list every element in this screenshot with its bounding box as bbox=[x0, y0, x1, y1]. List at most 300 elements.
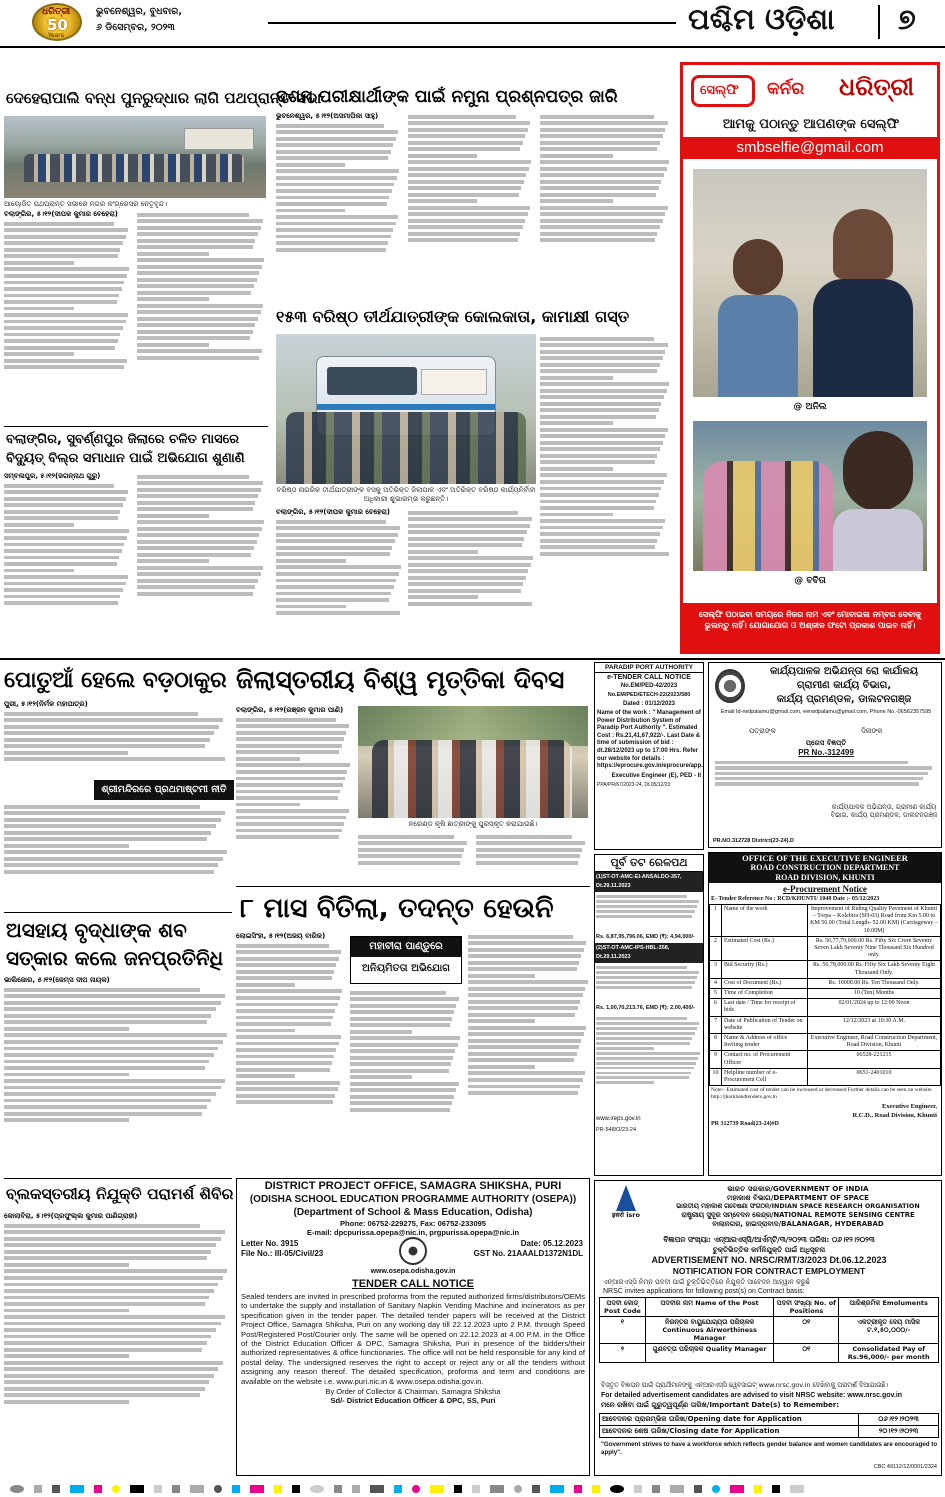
text-line bbox=[137, 520, 264, 524]
text-line bbox=[408, 121, 530, 125]
text-line bbox=[540, 460, 655, 464]
text-line bbox=[4, 1020, 207, 1024]
text-line bbox=[4, 1060, 209, 1064]
text-line bbox=[276, 130, 398, 134]
text-line bbox=[350, 1010, 454, 1014]
ad-samagra-phone: Phone: 06752-229275, Fax: 06752-233095 bbox=[340, 1219, 486, 1228]
table-cell-positions: ୦୧ bbox=[774, 1344, 839, 1363]
text-line bbox=[4, 1341, 207, 1345]
text-line bbox=[350, 1030, 412, 1034]
text-line bbox=[4, 1007, 216, 1011]
body-text-block bbox=[276, 520, 404, 615]
text-line bbox=[715, 766, 932, 769]
text-line bbox=[137, 579, 258, 583]
ad-paradip-ref: No.EM/PED/ETECH-22/2023/580 bbox=[607, 692, 691, 698]
table-cell-value: 10 (Ten) Months bbox=[808, 989, 941, 999]
text-line bbox=[540, 506, 654, 510]
registration-mark bbox=[454, 1485, 462, 1493]
story-probe-highlight-box bbox=[350, 936, 462, 984]
story-exam-headline: ଦଶମ ପରୀକ୍ଷାର୍ଥୀଙ୍କ ପାଇଁ ନମୁନା ପ୍ରଶ୍ନପତ୍ର ଜାରି bbox=[276, 87, 618, 107]
story-probe-body-col1 bbox=[236, 932, 344, 1170]
photo-person-shape bbox=[833, 209, 893, 279]
text-line bbox=[137, 481, 263, 485]
text-line bbox=[276, 202, 387, 206]
story-soil-body-col1 bbox=[236, 706, 352, 882]
registration-mark bbox=[214, 1485, 222, 1493]
photo-bus-banner bbox=[421, 369, 487, 395]
text-line bbox=[4, 595, 120, 599]
text-line bbox=[236, 731, 346, 735]
text-line bbox=[540, 480, 664, 484]
story-soil-caption: ନରେଣ୍ଡ କୃଷି ଛାତ୍ରୀଙ୍କୁ ପୁରସ୍କୃତ କରାଯାଉଛି। bbox=[408, 820, 538, 828]
ad-isro-intro-odia: ଏନ୍ଆରଏସ୍ସି ନିମ୍ନ ପଦବୀ ପାଇଁ ଚୁକ୍ତିଭିତ୍ତିରେ ନିଯୁକ୍ତି ଆବେଦନ ଆହ୍ୱାନ କରୁଛି bbox=[603, 1278, 811, 1286]
isro-logo bbox=[599, 1185, 653, 1231]
ad-dalton-dinank: ଦିନାଙ୍କ bbox=[861, 727, 883, 735]
text-line bbox=[236, 970, 334, 974]
table-cell-pay: Consolidated Pay of Rs.96,000/- per month bbox=[839, 1344, 939, 1363]
story-funeral-headline-2: ସତ୍କାର କଲେ ଜନପ୍ରତିନିଧି bbox=[6, 946, 224, 970]
text-line bbox=[4, 744, 205, 748]
photo-banner-shape bbox=[184, 128, 254, 150]
text-line bbox=[4, 582, 126, 586]
text-line bbox=[4, 1269, 227, 1273]
registration-mark bbox=[154, 1485, 162, 1493]
story-left-top-caption: ଆୟୋଜିତ ପଥପ୍ରାନ୍ତ ସଭାରେ ନଗର କଂଗ୍ରେସର ନେତୃବୃନ୍ଦ। bbox=[4, 200, 168, 208]
story-pilgrims-caption: ବରିଷ୍ଠ ନାଗରିକ ତୀର୍ଥଯାତ୍ରୀଙ୍କ ବସକୁ ଅତିରିକ୍ତ ଜିଲାପାଳ ଏବଂ ଅତିରିକ୍ତ ବରିଷ୍ଠ କାର୍ଯ୍ୟନିର୍ବାହୀ ଅଧିକାରୀ ଶୁଭାରମ୍ଭ କରୁଛନ୍ତି। bbox=[276, 486, 536, 503]
text-line bbox=[468, 935, 573, 939]
text-line bbox=[4, 320, 126, 324]
table-cell-value: 0651-2401010 bbox=[808, 1068, 941, 1085]
text-line bbox=[4, 1250, 211, 1254]
ad-isro-adv-odia: ବିଜ୍ଞାପନ ସଂଖ୍ୟା: ଏନ୍ଆରଏସ୍ସି/ଆର୍ଏମ୍‌ଟି/୩/୨୦୨୩ ତାରିଖ: ୦୬।୧୨।୨୦୨୩ bbox=[663, 1235, 875, 1244]
text-line bbox=[4, 569, 74, 573]
ad-isro-dates-table bbox=[599, 1413, 939, 1438]
text-line bbox=[540, 389, 667, 393]
odisha-emblem-icon bbox=[399, 1237, 427, 1265]
text-line bbox=[408, 167, 529, 171]
text-line bbox=[137, 553, 251, 557]
text-line bbox=[596, 1057, 698, 1060]
text-line bbox=[236, 777, 345, 781]
text-line bbox=[4, 1047, 218, 1051]
table-cell-code: ୧ bbox=[600, 1317, 646, 1344]
selfie-footer-note: ସେଲ୍ଫି ପଠାଇବା ସମୟରେ ନିଜର ନାମ ଏବଂ ମୋବାଇଲ ନମ୍ବର ଦେବାକୁ ଭୁଲନ୍ତୁ ନାହିଁ। ଯୋଗାଯୋଗ ଓ ଅଶ୍ଳୀଳ ଫଟୋ ପ୍ରକାଶ ପାଇବ ନାହିଁ। bbox=[698, 610, 922, 630]
text-line bbox=[408, 219, 525, 223]
ad-khunti-signature-2: R.C.D., Road Division, Khunti bbox=[852, 1112, 937, 1120]
text-line bbox=[540, 415, 656, 419]
text-line bbox=[276, 598, 389, 602]
registration-mark bbox=[574, 1485, 582, 1493]
text-line bbox=[408, 537, 524, 541]
text-line bbox=[468, 1078, 583, 1082]
registration-mark bbox=[670, 1485, 684, 1493]
text-line bbox=[4, 850, 227, 854]
text-line bbox=[4, 313, 128, 317]
story-exam-body-col3 bbox=[540, 112, 672, 298]
text-line bbox=[236, 989, 342, 993]
text-line bbox=[276, 579, 396, 583]
table-cell-label: Date of Publication of Tender on website bbox=[722, 1016, 808, 1033]
ad-isro-footer-code: CBC 49112/12/0001/2324 bbox=[873, 1464, 937, 1470]
text-line bbox=[276, 241, 388, 245]
text-line bbox=[540, 526, 663, 530]
text-line bbox=[236, 763, 350, 767]
text-line bbox=[276, 150, 391, 154]
text-line bbox=[540, 350, 665, 354]
text-line bbox=[4, 536, 127, 540]
body-text-block bbox=[4, 1224, 232, 1404]
ad-samagra-letter: Letter No. 3915 bbox=[241, 1239, 299, 1248]
text-line bbox=[350, 1095, 454, 1099]
text-line bbox=[476, 861, 578, 865]
text-line bbox=[276, 585, 394, 589]
photo-woman-body bbox=[833, 509, 923, 571]
text-line bbox=[276, 163, 345, 167]
ad-samagra-body: Sealed tenders are invited in prescribed proforma from the reputed authorized firms/distributors/OEMs to undertake the supply and installation of Sanitary Napkin Vending Machine and incinerators as per specification given in the tender paper. The detailed tender papers will be received at the District Project Office, Samagra Shiksha, Puri on any working day till 22.12.2023 upto 2 P.M. through Speed Post/Registered Post/Courier only. The same will be opened on 22.12.2023 at 4.00 P.M. in the Office of the District Education Officer & DPC, Samagra Shiksha, Puri in presence of the bidders/their authorized representatives & office functionaries. The office will not be held responsible for any kind of postal delay. The undersigned reserves the right to accept or reject any or all the tenders without assigning any reason thereof. The detailed specification, proforma and term and conditions are available on the website i.e. www.puri.nic.in & www.osepa.odisha.gov.in. bbox=[241, 1292, 585, 1386]
page-number: ୭ bbox=[898, 2, 916, 36]
selfie-email[interactable]: smbselfie@gmail.com bbox=[736, 139, 884, 156]
text-line bbox=[4, 1073, 129, 1077]
text-line bbox=[4, 523, 74, 527]
text-line bbox=[540, 382, 669, 386]
text-line bbox=[540, 539, 657, 543]
text-line bbox=[540, 519, 665, 523]
text-line bbox=[276, 248, 386, 252]
registration-mark bbox=[490, 1485, 504, 1493]
table-cell-pay: ଏକତ୍ରୀକୃତ ଦେୟ ମାସିକ ଟ.୧,୫୦,୦୦୦/- bbox=[839, 1317, 939, 1344]
text-line bbox=[4, 857, 223, 861]
text-line bbox=[236, 963, 336, 967]
text-line bbox=[540, 513, 613, 517]
story-electric-body-col2 bbox=[137, 472, 267, 650]
text-line bbox=[4, 352, 74, 356]
body-text-block bbox=[236, 944, 344, 1104]
text-line bbox=[468, 1052, 577, 1056]
registration-mark bbox=[112, 1485, 120, 1493]
text-line bbox=[596, 895, 687, 898]
text-line bbox=[137, 501, 255, 505]
text-line bbox=[4, 1105, 207, 1109]
text-line bbox=[137, 310, 261, 314]
text-line bbox=[236, 757, 300, 761]
story-electric-dateline: ସମ୍ବଲପୁର, ୫।୧୨(ଜଗନ୍ନାଥ ଗୁରୁ) bbox=[4, 472, 101, 480]
text-line bbox=[540, 206, 668, 210]
registration-mark bbox=[130, 1485, 144, 1493]
text-line bbox=[408, 186, 521, 190]
text-line bbox=[715, 777, 923, 780]
text-line bbox=[137, 213, 249, 217]
ad-khunti-signature-1: Executive Engineer, bbox=[881, 1103, 937, 1111]
text-line bbox=[236, 1022, 331, 1026]
text-line bbox=[4, 1283, 218, 1287]
text-line bbox=[540, 421, 613, 425]
registration-mark bbox=[274, 1485, 282, 1493]
text-line bbox=[468, 1085, 580, 1089]
text-line bbox=[236, 744, 342, 748]
text-line bbox=[540, 232, 657, 236]
registration-mark bbox=[754, 1485, 762, 1493]
table-cell-no: 9 bbox=[710, 1051, 722, 1068]
text-line bbox=[4, 988, 200, 992]
text-line bbox=[596, 971, 699, 974]
ad-ecor-website[interactable]: www.ireps.gov.in bbox=[596, 1116, 641, 1122]
text-line bbox=[137, 488, 261, 492]
story-probe-body-col3 bbox=[468, 932, 590, 1170]
story-electric-headline-1: ବଲାଙ୍ଗିର, ସୁବର୍ଣ୍ଣପୁର ଜିଲାରେ ଚଳିତ ମାସରେ bbox=[6, 432, 239, 447]
ad-isro-line-4: ରାଷ୍ଟ୍ରୀୟ ସୁଦୂର ସମ୍ବେଦନ କେନ୍ଦ୍ର/NATIONAL REMOTE SENSING CENTRE bbox=[681, 1211, 915, 1219]
text-line bbox=[350, 1017, 452, 1021]
table-cell-label: Last date / Time for receipt of bids bbox=[722, 999, 808, 1016]
text-line bbox=[276, 520, 386, 524]
text-line bbox=[468, 1032, 584, 1036]
text-line bbox=[350, 1069, 449, 1073]
ad-samagra-signature-2: Sd/- District Education Officer & DPC, SS, Puri bbox=[330, 1396, 496, 1406]
selfie-brand-3: ଧରିତ୍ରୀ bbox=[839, 73, 914, 101]
text-line bbox=[4, 1099, 211, 1103]
body-text-block bbox=[137, 475, 267, 596]
text-line bbox=[4, 228, 128, 232]
ad-isro-adv-odia-2: ଚୁକ୍ତିଭିତ୍ତିକ କର୍ମନିଯୁକ୍ତି ପାଇଁ ଅଧିସୂଚନା bbox=[712, 1246, 826, 1254]
ad-isro-line-1: ଭାରତ ସରକାର/GOVERNMENT OF INDIA bbox=[727, 1184, 869, 1193]
text-line bbox=[408, 582, 523, 586]
ad-khunti-footer: PR 312739 Road(23-24)#D bbox=[711, 1121, 779, 1128]
text-line bbox=[4, 1296, 209, 1300]
story-left-top-body bbox=[4, 210, 132, 422]
text-line bbox=[276, 546, 392, 550]
text-line bbox=[4, 274, 127, 278]
text-line bbox=[236, 809, 349, 813]
text-line bbox=[540, 545, 655, 549]
table-header-cell: ପଦବୀ ସଂଖ୍ୟା No. of Positions bbox=[774, 1298, 839, 1317]
ad-isro-line-2: ମହାକାଶ ବିଭାଗ/DEPARTMENT OF SPACE bbox=[726, 1193, 870, 1202]
table-row bbox=[710, 989, 941, 999]
story-funeral-headline-1: ଅସହାୟ ବୃଦ୍ଧାଙ୍କ ଶବ bbox=[6, 918, 187, 942]
text-line bbox=[408, 199, 477, 203]
text-line bbox=[4, 248, 120, 252]
ad-dalton-title-1: କାର୍ଯ୍ୟପାଳକ ଅଭିଯନ୍ତା ରୋ କାର୍ଯାଳୟ bbox=[770, 666, 918, 677]
text-line bbox=[408, 511, 518, 515]
ad-samagra-website[interactable]: www.osepa.odisha.gov.in bbox=[370, 1268, 456, 1275]
text-line bbox=[236, 718, 336, 722]
table-cell-post: ଗୁଣବତ୍ତା ପରିଚାଳକ Quality Manager bbox=[645, 1344, 774, 1363]
story-left-top-body-col2 bbox=[137, 210, 267, 422]
text-line bbox=[236, 724, 349, 728]
text-line bbox=[408, 524, 530, 528]
story-pilgrims-headline: ୧୫୩ ବରିଷ୍ଠ ତୀର୍ଥଯାତ୍ରୀଙ୍କ କୋଲକାତା, କାମାକ୍ଷୀ ଗସ୍ତ bbox=[276, 307, 630, 326]
text-line bbox=[4, 261, 74, 265]
text-line bbox=[137, 514, 209, 518]
text-line bbox=[4, 490, 128, 494]
text-line bbox=[408, 212, 528, 216]
text-line bbox=[4, 1027, 129, 1031]
dateline-date: ୬ ଡିସେମ୍ବର, ୨୦୨୩ bbox=[96, 22, 175, 33]
text-line bbox=[540, 173, 664, 177]
text-line bbox=[236, 944, 329, 948]
body-text-block bbox=[540, 337, 672, 556]
registration-mark bbox=[172, 1485, 180, 1493]
text-line bbox=[4, 516, 118, 520]
registration-mark bbox=[334, 1485, 342, 1493]
registration-mark bbox=[694, 1485, 702, 1493]
text-line bbox=[408, 193, 519, 197]
anniversary-number: 50 bbox=[47, 16, 68, 34]
ad-dalton-pr-no: PR No.-312499 bbox=[798, 748, 854, 757]
story-camp-dateline: କୋଲାବିରା, ୫।୧୨(ପ୍ରଫୁଲ୍ଲ କୁମାର ପାଣିଗ୍ରାହୀ) bbox=[4, 1212, 138, 1220]
text-line bbox=[540, 199, 613, 203]
text-line bbox=[540, 441, 663, 445]
table-header-cell: ପଦବୀର ନାମ Name of the Post bbox=[645, 1298, 774, 1317]
body-text-block bbox=[4, 712, 230, 761]
selfie-tagline: ଆମକୁ ପଠାନ୍ତୁ ଆପଣଙ୍କ ସେଲ୍ଫି bbox=[722, 117, 900, 132]
ad-ecor-text-3 bbox=[595, 1014, 703, 1114]
text-line bbox=[137, 219, 263, 223]
text-line bbox=[350, 1043, 458, 1047]
text-line bbox=[236, 770, 347, 774]
text-line bbox=[4, 575, 128, 579]
text-line bbox=[408, 569, 528, 573]
selfie-brand bbox=[689, 71, 933, 113]
text-line bbox=[468, 961, 579, 965]
text-line bbox=[4, 556, 119, 560]
text-line bbox=[468, 1058, 574, 1062]
ad-khunti-notice: e-Procurement Notice bbox=[783, 884, 867, 894]
text-line bbox=[408, 225, 523, 229]
story-left-top-headline: ଦେହେରାପାଲି ବନ୍ଧ ପୁନରୁଦ୍ଧାର ଲାଗି ପଥପ୍ରାନ୍ତ ସଭା bbox=[6, 89, 322, 107]
ad-samagra-date: Date: 05.12.2023 bbox=[520, 1239, 583, 1248]
photo-child-shape bbox=[733, 239, 783, 295]
text-line bbox=[540, 115, 654, 119]
text-line bbox=[4, 1367, 218, 1371]
text-line bbox=[596, 1081, 654, 1084]
text-line bbox=[4, 346, 115, 350]
text-line bbox=[715, 782, 919, 785]
text-line bbox=[236, 1016, 333, 1020]
protest-meeting-photo bbox=[4, 116, 266, 198]
text-line bbox=[4, 1328, 216, 1332]
story-exam-body-col1 bbox=[276, 112, 402, 298]
text-line bbox=[408, 115, 516, 119]
ad-khunti-rcd bbox=[708, 852, 942, 1176]
text-line bbox=[468, 1000, 580, 1004]
body-text-block bbox=[350, 991, 462, 1112]
ad-isro-info-odia: ବିସ୍ତୃତ ବିଜ୍ଞାପନ ପାଇଁ ପ୍ରାର୍ଥୀମାନଙ୍କୁ ଏନ୍ଆରଏସ୍ସି ୱେବସାଇଟ୍ www.nrsc.gov.in ଦେଖିବାକୁ ପରାମର୍ଶ ଦିଆଯାଉଛି। bbox=[601, 1381, 889, 1389]
text-line bbox=[4, 811, 225, 815]
registration-mark bbox=[592, 1485, 600, 1493]
text-line bbox=[236, 1081, 340, 1085]
table-row bbox=[710, 1068, 941, 1085]
ad-ecor-text-1 bbox=[595, 892, 703, 932]
text-line bbox=[4, 1315, 225, 1319]
text-line bbox=[4, 1276, 223, 1280]
text-line bbox=[4, 1014, 211, 1018]
table-header-cell: ପଦବୀ କୋଡ୍ Post Code bbox=[600, 1298, 646, 1317]
selfie-brand-1: ସେଲ୍ଫି bbox=[700, 83, 739, 98]
masthead-rule bbox=[268, 22, 676, 24]
text-line bbox=[4, 529, 129, 533]
text-line bbox=[4, 712, 198, 716]
table-cell-no: 2 bbox=[710, 936, 722, 961]
text-line bbox=[137, 356, 259, 360]
registration-mark bbox=[52, 1485, 60, 1493]
text-line bbox=[4, 1243, 216, 1247]
text-line bbox=[236, 1094, 335, 1098]
ad-isro-opening-value: ୦୬।୧୨।୨୦୨୩ bbox=[859, 1414, 939, 1426]
text-line bbox=[350, 1075, 412, 1079]
body-text-block bbox=[596, 1017, 702, 1084]
story-exam-body-col2 bbox=[408, 112, 534, 298]
selfie-photo-1 bbox=[693, 169, 927, 397]
text-line bbox=[540, 147, 657, 151]
selfie-footer-bar bbox=[683, 603, 937, 651]
text-line bbox=[4, 718, 223, 722]
text-line bbox=[4, 497, 126, 501]
text-line bbox=[596, 1067, 694, 1070]
text-line bbox=[236, 976, 332, 980]
text-line bbox=[468, 941, 586, 945]
text-line bbox=[236, 1100, 333, 1104]
ad-dalton-email: Email Id-rwdpalamu@gmail.com, eerwdpalamu@gmail.com, Phone No.-06562357595 bbox=[720, 709, 932, 715]
story-probe-box-title: ମହାବୀରା ପାଣ୍ଡୁରେ bbox=[351, 937, 461, 957]
text-line bbox=[468, 1045, 579, 1049]
text-line bbox=[408, 595, 478, 599]
text-line bbox=[236, 737, 344, 741]
text-line bbox=[236, 1055, 334, 1059]
text-line bbox=[350, 1023, 450, 1027]
text-line bbox=[408, 563, 531, 567]
text-line bbox=[276, 189, 392, 193]
text-line bbox=[137, 323, 255, 327]
text-line bbox=[4, 1380, 209, 1384]
text-line bbox=[596, 1017, 687, 1020]
photo-woman-shape bbox=[843, 431, 913, 511]
text-line bbox=[4, 549, 122, 553]
ad-samagra-title-2: (ODISHA SCHOOL EDUCATION PROGRAMME AUTHORITY (OSEPA)) bbox=[249, 1194, 577, 1205]
text-line bbox=[715, 761, 908, 764]
ad-isro-adv-title: NOTIFICATION FOR CONTRACT EMPLOYMENT bbox=[672, 1266, 866, 1276]
registration-mark bbox=[232, 1485, 240, 1493]
text-line bbox=[596, 1032, 695, 1035]
text-line bbox=[4, 1224, 200, 1228]
text-line bbox=[540, 434, 665, 438]
text-line bbox=[137, 566, 263, 570]
text-line bbox=[540, 212, 665, 216]
ad-samagra-notice: TENDER CALL NOTICE bbox=[351, 1278, 475, 1290]
ad-khunti-title-3: ROAD DIVISION, KHUNTI bbox=[709, 873, 941, 883]
registration-mark bbox=[352, 1485, 360, 1493]
text-line bbox=[350, 1062, 451, 1066]
text-line bbox=[4, 738, 210, 742]
ad-paradip-no: No.EM/PED-42/2023 bbox=[620, 683, 678, 689]
text-line bbox=[236, 783, 343, 787]
body-text-block bbox=[4, 988, 232, 1122]
text-line bbox=[4, 503, 123, 507]
text-line bbox=[4, 725, 219, 729]
text-line bbox=[137, 245, 253, 249]
text-line bbox=[236, 996, 340, 1000]
text-line bbox=[4, 751, 128, 755]
registration-marks bbox=[0, 1482, 945, 1496]
text-line bbox=[468, 1091, 578, 1095]
body-text-block bbox=[468, 935, 590, 1095]
text-line bbox=[4, 1348, 202, 1352]
text-line bbox=[540, 134, 663, 138]
newspaper-logo bbox=[32, 3, 82, 41]
text-line bbox=[276, 137, 396, 141]
ad-paradip-body: Name of the work : " Management of Power Distribution System of Paradip Port Authority ". Estimated Cost : Rs.21,41,67,922/-. Last Date & time of submission of bid : dt.28/12/2023 up to 17:00 Hrs. Refer our website for details : https://eprocure.gov.in/eprocure/app. bbox=[597, 710, 703, 770]
selfie-photo-2 bbox=[693, 421, 927, 571]
page-number-divider bbox=[878, 5, 880, 39]
text-line bbox=[4, 267, 129, 271]
